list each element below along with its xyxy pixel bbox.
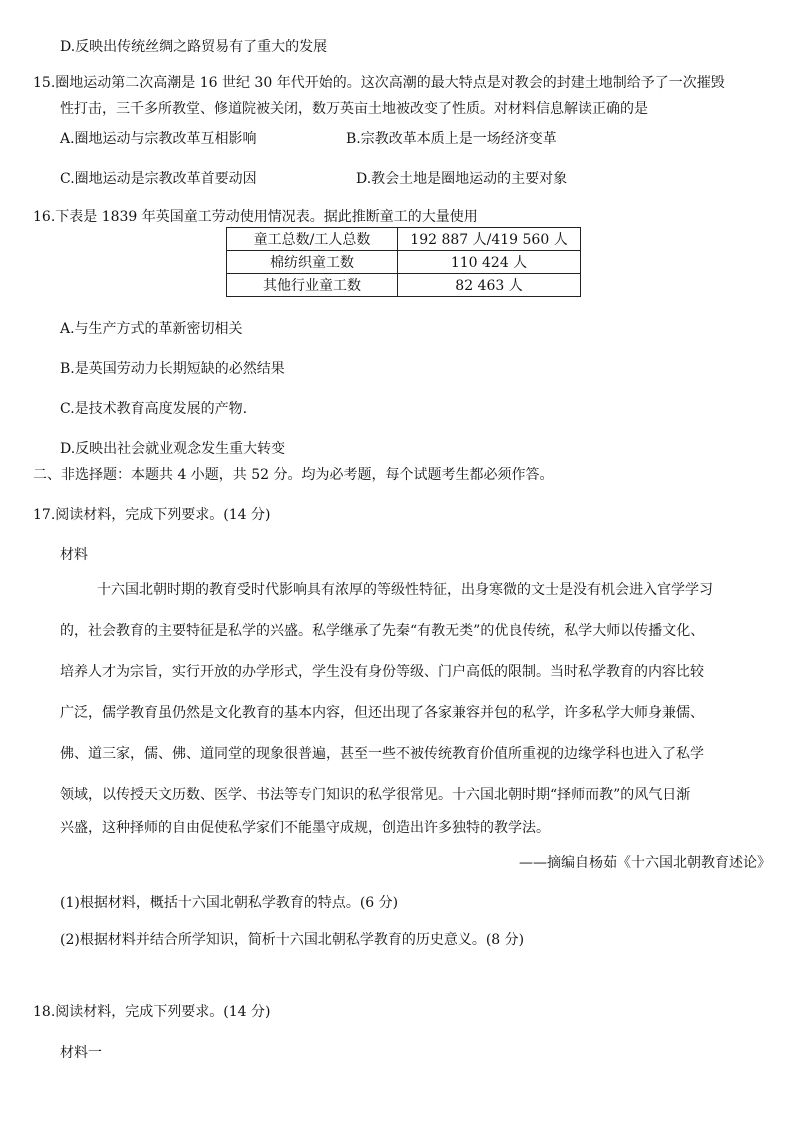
section2-heading: 二、非选择题：本题共 4 小题，共 52 分。均为必考题，每个试题考生都必须作答。 [33, 467, 554, 483]
q16-option-d: D.反映出社会就业观念发生重大转变 [60, 441, 286, 457]
q17-passage-line: 十六国北朝时期的教育受时代影响具有浓厚的等级性特征，出身寒微的文士是没有机会进入官学学习 [97, 582, 713, 598]
table-row [227, 274, 581, 297]
q16-stem: 16.下表是 1839 年英国童工劳动使用情况表。据此推断童工的大量使用 [33, 209, 478, 225]
table-cell-label: 童工总数/工人总数 [227, 228, 398, 251]
table-cell-label: 棉纺织童工数 [227, 251, 398, 274]
q16-option-a: A.与生产方式的革新密切相关 [60, 321, 243, 337]
table-cell-value: 82 463 人 [398, 274, 581, 297]
q16-option-c: C.是技术教育高度发展的产物. [60, 401, 248, 417]
child-labor-table [226, 227, 581, 297]
q17-stem: 17.阅读材料，完成下列要求。(14 分) [33, 507, 271, 523]
q18-stem: 18.阅读材料，完成下列要求。(14 分) [33, 1004, 271, 1020]
table-cell-value: 110 424 人 [398, 251, 581, 274]
table-row [227, 228, 581, 251]
q17-passage-line: 的，社会教育的主要特征是私学的兴盛。私学继承了先秦“有教无类”的优良传统，私学大师以传播文化、 [60, 623, 705, 639]
q17-question-2: (2)根据材料并结合所学知识，简析十六国北朝私学教育的历史意义。(8 分) [60, 932, 525, 948]
q17-passage-line: 领域，以传授天文历数、医学、书法等专门知识的私学很常见。十六国北朝时期“择师而教”的风气日渐 [60, 787, 691, 803]
q17-material-label: 材料 [60, 547, 88, 563]
q15-option-b: B.宗教改革本质上是一场经济变革 [346, 131, 557, 147]
q17-passage-line: 兴盛，这种择师的自由促使私学家们不能墨守成规，创造出许多独特的教学法。 [60, 820, 550, 836]
q15-option-d: D.教会土地是圈地运动的主要对象 [356, 171, 568, 187]
q17-source: ——摘编自杨茹《十六国北朝教育述论》 [519, 855, 771, 871]
q15-option-c: C.圈地运动是宗教改革首要动因 [60, 171, 257, 187]
q15-option-a: A.圈地运动与宗教改革互相影响 [60, 131, 257, 147]
q17-passage-line: 培养人才为宗旨，实行开放的办学形式，学生没有身份等级、门户高低的限制。当时私学教育的内容比较 [60, 664, 704, 680]
q14-option-d: D.反映出传统丝绸之路贸易有了重大的发展 [60, 39, 328, 55]
q18-material-label: 材料一 [60, 1045, 102, 1061]
table-cell-label: 其他行业童工数 [227, 274, 398, 297]
q17-question-1: (1)根据材料，概括十六国北朝私学教育的特点。(6 分) [60, 895, 399, 911]
table-cell-value: 192 887 人/419 560 人 [398, 228, 581, 251]
q17-passage-line: 佛、道三家，儒、佛、道同堂的现象很普遍，甚至一些不被传统教育价值所重视的边缘学科也进入了私学 [60, 746, 704, 762]
q15-stem-line1: 15.圈地运动第二次高潮是 16 世纪 30 年代开始的。这次高潮的最大特点是对教会的封建土地制给予了一次摧毁 [33, 75, 725, 91]
q15-stem-line2: 性打击，三千多所教堂、修道院被关闭，数万英亩土地被改变了性质。对材料信息解读正确的是 [60, 101, 648, 117]
q16-option-b: B.是英国劳动力长期短缺的必然结果 [60, 361, 285, 377]
q17-passage-line: 广泛，儒学教育虽仍然是文化教育的基本内容，但还出现了各家兼容并包的私学，许多私学大师身兼儒、 [60, 705, 704, 721]
table-row [227, 251, 581, 274]
